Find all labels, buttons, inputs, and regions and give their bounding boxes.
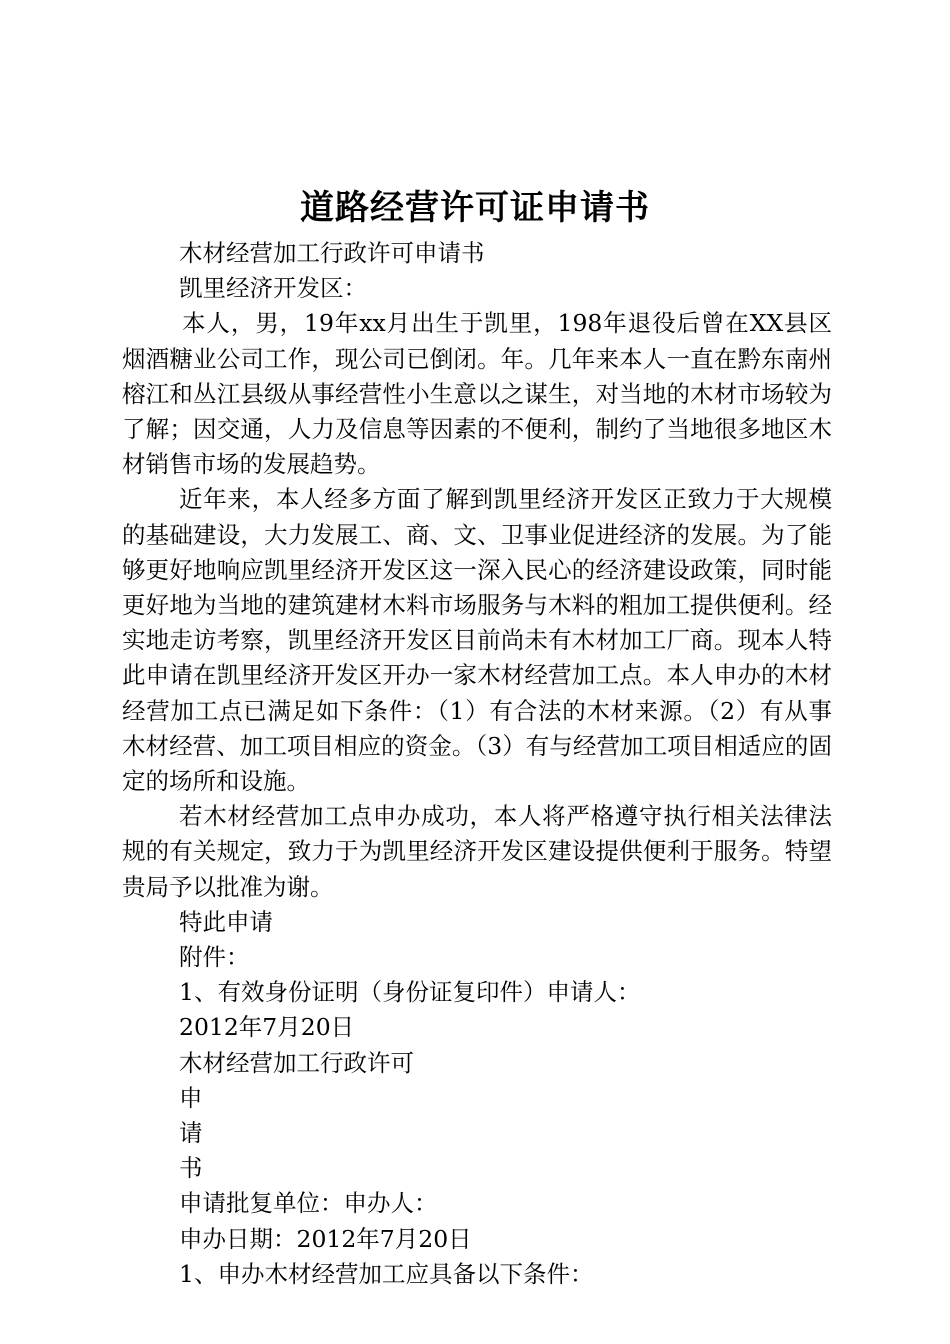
attachment-label: 附件： xyxy=(179,943,250,972)
document-body xyxy=(122,236,832,1292)
attachment-item: 1、有效身份证明（身份证复印件）申请人： xyxy=(179,978,641,1007)
apply-date-line: 申办日期：2012年7月20日 xyxy=(179,1224,472,1253)
paragraph-intro: 本人，男，19年xx月出生于凯里，198年退役后曾在XX县区烟酒糖业公司工作，现公司已倒闭。年。几年来本人一直在黔东南州榕江和丛江县级从事经营性小生意以之谋生，对当地的木材市场较为了解；因交通，人力及信息等因素的不便利，制约了当地很多地区木材销售市场的发展趋势。 xyxy=(122,309,832,479)
heading-line: 木材经营加工行政许可申请书 xyxy=(179,239,485,267)
cover-char-qing: 请 xyxy=(179,1119,203,1148)
paragraph-reasons: 近年来，本人经多方面了解到凯里经济开发区正致力于大规模的基础建设，大力发展工、商、文、卫事业促进经济的发展。为了能够更好地响应凯里经济开发区这一深入民心的经济建设政策，同时能更好地为当地的建筑建材木料市场服务与木料的粗加工提供便利。经实地走访考察，凯里经济开发区目前尚未有木材加工厂商。现本人特此申请在凯里经济开发区开办一家木材经营加工点。本人申办的木材经营加工点已满足如下条件：（1）有合法的木材来源。（2）有从事木材经营、加工项目相应的资金。（3）有与经营加工项目相适应的固定的场所和设施。 xyxy=(122,485,832,796)
closing-line: 特此申请 xyxy=(179,907,273,936)
conditions-heading: 1、申办木材经营加工应具备以下条件： xyxy=(179,1259,594,1288)
date-line: 2012年7月20日 xyxy=(179,1013,355,1042)
cover-title: 木材经营加工行政许可 xyxy=(179,1048,414,1077)
addressee: 凯里经济开发区： xyxy=(179,274,367,303)
cover-char-shen: 申 xyxy=(179,1083,203,1112)
document-title: 道路经营许可证申请书 xyxy=(300,188,650,228)
paragraph-commitment: 若木材经营加工点申办成功，本人将严格遵守执行相关法律法规的有关规定，致力于为凯里经济开发区建设提供便利于服务。特望贵局予以批准为谢。 xyxy=(122,802,832,901)
cover-char-shu: 书 xyxy=(179,1154,203,1183)
approval-unit-line: 申请批复单位：申办人： xyxy=(179,1189,438,1218)
